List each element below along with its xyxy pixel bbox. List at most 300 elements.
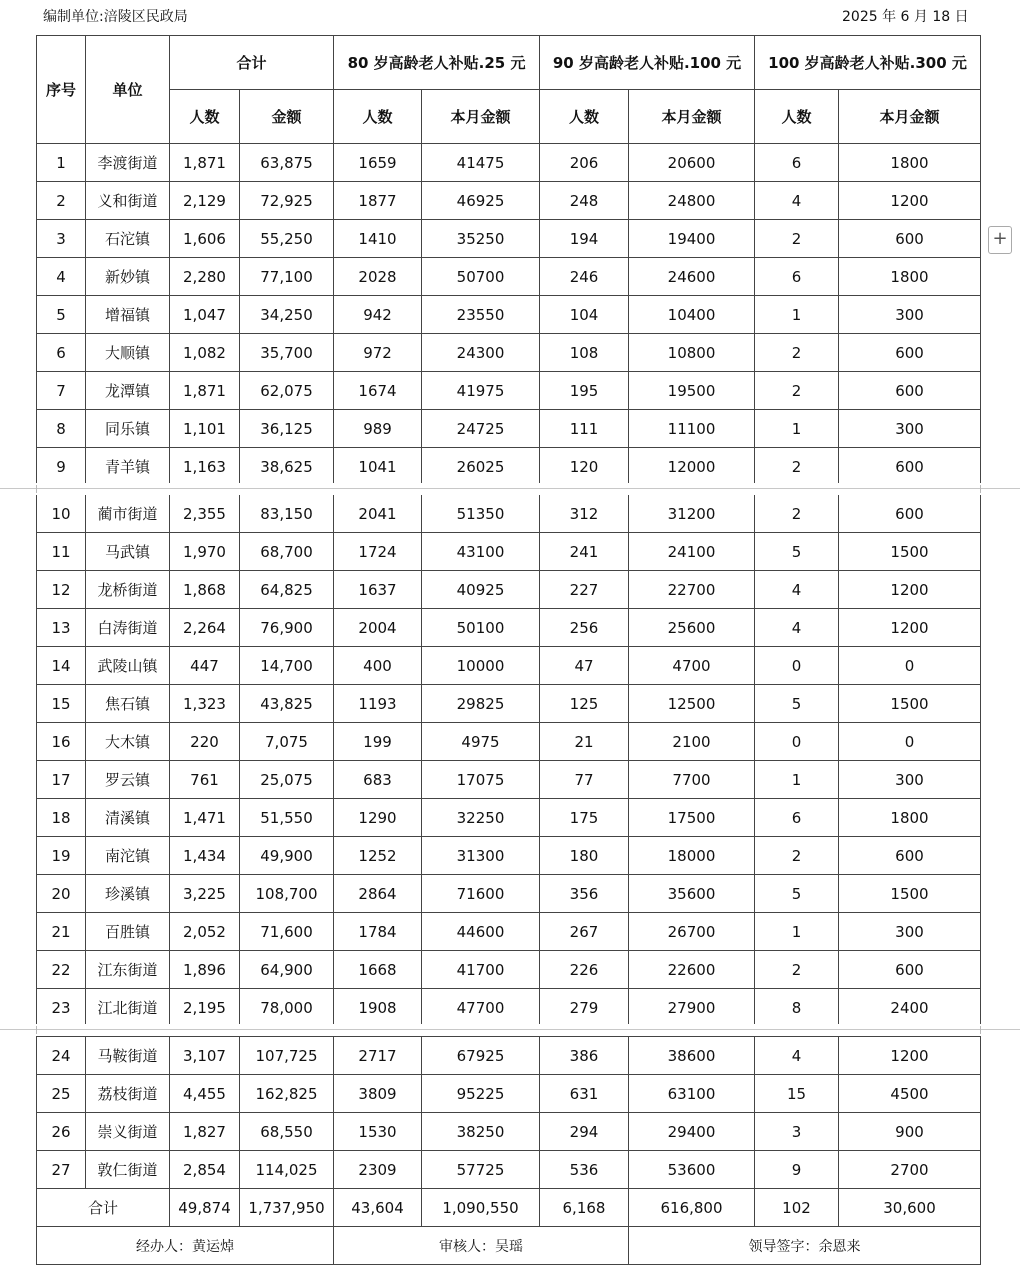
row-80-persons: 2041: [334, 495, 422, 533]
row-80-amount: 29825: [422, 685, 540, 723]
row-unit: 敦仁街道: [86, 1151, 170, 1189]
row-90-amount: 2100: [629, 723, 755, 761]
row-90-persons: 108: [540, 334, 629, 372]
add-row-button[interactable]: +: [988, 226, 1012, 254]
total-value: 49,874: [170, 1189, 240, 1227]
table-row: [37, 989, 981, 1027]
row-90-persons: 312: [540, 495, 629, 533]
row-100-amount: 600: [839, 448, 981, 486]
row-90-amount: 24600: [629, 258, 755, 296]
row-100-persons: 1: [755, 913, 839, 951]
row-unit: 罗云镇: [86, 761, 170, 799]
row-total-amount: 55,250: [240, 220, 334, 258]
row-90-persons: 120: [540, 448, 629, 486]
row-80-amount: 46925: [422, 182, 540, 220]
row-80-persons: 3809: [334, 1075, 422, 1113]
row-80-persons: 199: [334, 723, 422, 761]
row-80-amount: 44600: [422, 913, 540, 951]
row-90-persons: 21: [540, 723, 629, 761]
row-90-amount: 18000: [629, 837, 755, 875]
row-90-persons: 227: [540, 571, 629, 609]
row-unit: 龙潭镇: [86, 372, 170, 410]
row-total-amount: 38,625: [240, 448, 334, 486]
row-90-persons: 256: [540, 609, 629, 647]
table-row: [37, 220, 981, 258]
table-row: [37, 913, 981, 951]
row-80-amount: 71600: [422, 875, 540, 913]
row-80-persons: 1637: [334, 571, 422, 609]
row-total-persons: 1,606: [170, 220, 240, 258]
row-80-persons: 1668: [334, 951, 422, 989]
row-80-persons: 1724: [334, 533, 422, 571]
row-total-persons: 761: [170, 761, 240, 799]
col-header-80: 80 岁高龄老人补贴.25 元: [334, 36, 540, 90]
table-row: [37, 182, 981, 220]
row-80-amount: 35250: [422, 220, 540, 258]
total-label: 合计: [37, 1189, 170, 1227]
row-80-amount: 23550: [422, 296, 540, 334]
row-100-persons: 5: [755, 875, 839, 913]
row-total-amount: 14,700: [240, 647, 334, 685]
table-row: [37, 837, 981, 875]
row-80-amount: 17075: [422, 761, 540, 799]
row-total-amount: 78,000: [240, 989, 334, 1027]
row-seq: 16: [37, 723, 86, 761]
row-100-persons: 6: [755, 258, 839, 296]
row-80-amount: 41475: [422, 144, 540, 182]
row-total-amount: 71,600: [240, 913, 334, 951]
row-unit: 白涛街道: [86, 609, 170, 647]
row-80-amount: 40925: [422, 571, 540, 609]
row-80-persons: 972: [334, 334, 422, 372]
row-seq: 11: [37, 533, 86, 571]
row-90-persons: 175: [540, 799, 629, 837]
row-unit: 义和街道: [86, 182, 170, 220]
col-header-80-amount: 本月金额: [422, 90, 540, 144]
row-unit: 蔺市街道: [86, 495, 170, 533]
row-80-amount: 26025: [422, 448, 540, 486]
row-100-persons: 1: [755, 296, 839, 334]
row-100-amount: 300: [839, 761, 981, 799]
row-total-amount: 108,700: [240, 875, 334, 913]
row-90-amount: 35600: [629, 875, 755, 913]
reviewer-signature: 审核人：吴瑶: [334, 1227, 629, 1265]
row-total-amount: 107,725: [240, 1037, 334, 1075]
col-header-90-amount: 本月金额: [629, 90, 755, 144]
row-80-amount: 24725: [422, 410, 540, 448]
row-100-amount: 1200: [839, 182, 981, 220]
row-100-persons: 1: [755, 410, 839, 448]
row-90-amount: 20600: [629, 144, 755, 182]
row-80-persons: 1877: [334, 182, 422, 220]
row-90-persons: 77: [540, 761, 629, 799]
row-80-amount: 10000: [422, 647, 540, 685]
row-total-persons: 1,323: [170, 685, 240, 723]
row-total-persons: 3,225: [170, 875, 240, 913]
row-90-amount: 10800: [629, 334, 755, 372]
row-seq: 4: [37, 258, 86, 296]
row-90-amount: 12000: [629, 448, 755, 486]
row-100-persons: 2: [755, 837, 839, 875]
row-100-amount: 600: [839, 951, 981, 989]
table-row: [37, 533, 981, 571]
report-date: 2025 年 6 月 18 日: [842, 9, 969, 25]
row-total-amount: 7,075: [240, 723, 334, 761]
signature-row: [37, 1227, 981, 1265]
row-100-amount: 2700: [839, 1151, 981, 1189]
col-header-100: 100 岁高龄老人补贴.300 元: [755, 36, 981, 90]
row-total-persons: 1,871: [170, 144, 240, 182]
table-row: [37, 448, 981, 486]
row-90-persons: 279: [540, 989, 629, 1027]
row-unit: 崇义街道: [86, 1113, 170, 1151]
row-seq: 8: [37, 410, 86, 448]
row-seq: 17: [37, 761, 86, 799]
row-90-amount: 22600: [629, 951, 755, 989]
row-total-amount: 76,900: [240, 609, 334, 647]
col-header-80-persons: 人数: [334, 90, 422, 144]
row-100-amount: 0: [839, 723, 981, 761]
row-seq: 20: [37, 875, 86, 913]
row-90-persons: 194: [540, 220, 629, 258]
row-100-persons: 2: [755, 334, 839, 372]
row-100-persons: 2: [755, 495, 839, 533]
row-seq: 25: [37, 1075, 86, 1113]
row-100-persons: 15: [755, 1075, 839, 1113]
table-row: [37, 571, 981, 609]
row-seq: 12: [37, 571, 86, 609]
row-80-persons: 1784: [334, 913, 422, 951]
row-total-persons: 1,827: [170, 1113, 240, 1151]
row-unit: 珍溪镇: [86, 875, 170, 913]
table-row: [37, 685, 981, 723]
col-header-90: 90 岁高龄老人补贴.100 元: [540, 36, 755, 90]
row-unit: 清溪镇: [86, 799, 170, 837]
row-90-amount: 24100: [629, 533, 755, 571]
row-seq: 27: [37, 1151, 86, 1189]
row-unit: 李渡街道: [86, 144, 170, 182]
row-100-persons: 2: [755, 372, 839, 410]
row-80-persons: 1908: [334, 989, 422, 1027]
row-seq: 14: [37, 647, 86, 685]
subsidy-table-page-2: [36, 494, 981, 1027]
row-seq: 18: [37, 799, 86, 837]
row-seq: 2: [37, 182, 86, 220]
row-90-persons: 195: [540, 372, 629, 410]
row-80-amount: 4975: [422, 723, 540, 761]
row-80-amount: 50100: [422, 609, 540, 647]
row-seq: 24: [37, 1037, 86, 1075]
row-100-amount: 1500: [839, 685, 981, 723]
row-90-amount: 27900: [629, 989, 755, 1027]
subsidy-table-page-3: [36, 1036, 981, 1265]
col-header-seq: 序号: [37, 36, 86, 144]
row-total-persons: 447: [170, 647, 240, 685]
row-100-amount: 900: [839, 1113, 981, 1151]
row-80-persons: 989: [334, 410, 422, 448]
row-100-persons: 9: [755, 1151, 839, 1189]
row-100-amount: 1200: [839, 1037, 981, 1075]
row-100-amount: 300: [839, 913, 981, 951]
row-100-amount: 300: [839, 296, 981, 334]
row-total-amount: 35,700: [240, 334, 334, 372]
row-seq: 1: [37, 144, 86, 182]
row-total-amount: 62,075: [240, 372, 334, 410]
table-row: [37, 1151, 981, 1189]
col-header-100-persons: 人数: [755, 90, 839, 144]
row-total-persons: 1,970: [170, 533, 240, 571]
row-100-persons: 4: [755, 571, 839, 609]
row-100-persons: 5: [755, 533, 839, 571]
row-total-persons: 2,052: [170, 913, 240, 951]
row-90-amount: 63100: [629, 1075, 755, 1113]
row-90-amount: 24800: [629, 182, 755, 220]
row-seq: 13: [37, 609, 86, 647]
row-100-amount: 300: [839, 410, 981, 448]
table-row: [37, 875, 981, 913]
table-row: [37, 296, 981, 334]
subsidy-table-page-1: [36, 35, 981, 486]
row-total-amount: 77,100: [240, 258, 334, 296]
row-100-persons: 8: [755, 989, 839, 1027]
row-total-amount: 72,925: [240, 182, 334, 220]
total-value: 30,600: [839, 1189, 981, 1227]
row-100-amount: 4500: [839, 1075, 981, 1113]
total-value: 43,604: [334, 1189, 422, 1227]
page-break: [0, 1024, 1020, 1036]
row-total-persons: 2,854: [170, 1151, 240, 1189]
table-row: [37, 799, 981, 837]
table-row: [37, 647, 981, 685]
row-100-amount: 1800: [839, 144, 981, 182]
row-100-amount: 1200: [839, 571, 981, 609]
table-row: [37, 334, 981, 372]
row-unit: 大顺镇: [86, 334, 170, 372]
row-100-amount: 1800: [839, 799, 981, 837]
row-100-amount: 0: [839, 647, 981, 685]
row-total-amount: 49,900: [240, 837, 334, 875]
row-100-persons: 0: [755, 647, 839, 685]
row-100-persons: 6: [755, 799, 839, 837]
row-80-amount: 24300: [422, 334, 540, 372]
row-80-amount: 67925: [422, 1037, 540, 1075]
col-header-90-persons: 人数: [540, 90, 629, 144]
row-80-persons: 2028: [334, 258, 422, 296]
row-unit: 江北街道: [86, 989, 170, 1027]
row-100-persons: 2: [755, 951, 839, 989]
row-total-persons: 1,434: [170, 837, 240, 875]
row-80-persons: 1674: [334, 372, 422, 410]
row-total-persons: 1,101: [170, 410, 240, 448]
row-unit: 新妙镇: [86, 258, 170, 296]
row-total-persons: 1,868: [170, 571, 240, 609]
row-80-persons: 2004: [334, 609, 422, 647]
row-90-persons: 226: [540, 951, 629, 989]
row-90-persons: 111: [540, 410, 629, 448]
row-90-persons: 294: [540, 1113, 629, 1151]
row-unit: 武陵山镇: [86, 647, 170, 685]
row-unit: 焦石镇: [86, 685, 170, 723]
row-80-persons: 1290: [334, 799, 422, 837]
row-80-persons: 683: [334, 761, 422, 799]
row-80-amount: 43100: [422, 533, 540, 571]
row-seq: 26: [37, 1113, 86, 1151]
table-row: [37, 372, 981, 410]
row-seq: 7: [37, 372, 86, 410]
table-row: [37, 761, 981, 799]
row-unit: 增福镇: [86, 296, 170, 334]
col-header-total: 合计: [170, 36, 334, 90]
row-100-persons: 2: [755, 220, 839, 258]
row-total-persons: 1,871: [170, 372, 240, 410]
row-seq: 15: [37, 685, 86, 723]
row-unit: 同乐镇: [86, 410, 170, 448]
row-seq: 23: [37, 989, 86, 1027]
table-row: [37, 951, 981, 989]
row-90-persons: 241: [540, 533, 629, 571]
row-90-amount: 29400: [629, 1113, 755, 1151]
row-100-amount: 1500: [839, 533, 981, 571]
row-90-amount: 31200: [629, 495, 755, 533]
total-value: 1,737,950: [240, 1189, 334, 1227]
total-value: 616,800: [629, 1189, 755, 1227]
row-80-amount: 47700: [422, 989, 540, 1027]
row-90-amount: 10400: [629, 296, 755, 334]
row-unit: 大木镇: [86, 723, 170, 761]
row-total-persons: 3,107: [170, 1037, 240, 1075]
table-row: [37, 410, 981, 448]
row-90-amount: 7700: [629, 761, 755, 799]
row-total-amount: 51,550: [240, 799, 334, 837]
table-row: [37, 1037, 981, 1075]
row-total-amount: 68,550: [240, 1113, 334, 1151]
row-100-amount: 1200: [839, 609, 981, 647]
row-unit: 马鞍街道: [86, 1037, 170, 1075]
row-80-persons: 2717: [334, 1037, 422, 1075]
row-80-persons: 2864: [334, 875, 422, 913]
row-80-persons: 2309: [334, 1151, 422, 1189]
row-90-amount: 25600: [629, 609, 755, 647]
row-total-amount: 64,825: [240, 571, 334, 609]
col-header-total-persons: 人数: [170, 90, 240, 144]
row-total-amount: 34,250: [240, 296, 334, 334]
row-unit: 江东街道: [86, 951, 170, 989]
row-total-persons: 1,163: [170, 448, 240, 486]
row-90-amount: 12500: [629, 685, 755, 723]
row-seq: 19: [37, 837, 86, 875]
page-break: [0, 483, 1020, 495]
row-100-persons: 5: [755, 685, 839, 723]
row-total-amount: 64,900: [240, 951, 334, 989]
row-90-amount: 4700: [629, 647, 755, 685]
row-80-amount: 41700: [422, 951, 540, 989]
row-80-persons: 1410: [334, 220, 422, 258]
row-90-persons: 267: [540, 913, 629, 951]
row-90-persons: 631: [540, 1075, 629, 1113]
row-90-persons: 536: [540, 1151, 629, 1189]
handler-signature: 经办人：黄运焯: [37, 1227, 334, 1265]
row-100-persons: 2: [755, 448, 839, 486]
table-row: [37, 609, 981, 647]
row-unit: 南沱镇: [86, 837, 170, 875]
row-90-persons: 386: [540, 1037, 629, 1075]
row-90-persons: 47: [540, 647, 629, 685]
row-90-persons: 104: [540, 296, 629, 334]
row-total-amount: 68,700: [240, 533, 334, 571]
row-unit: 马武镇: [86, 533, 170, 571]
row-90-amount: 53600: [629, 1151, 755, 1189]
row-total-persons: 4,455: [170, 1075, 240, 1113]
row-total-amount: 43,825: [240, 685, 334, 723]
row-100-persons: 6: [755, 144, 839, 182]
row-100-amount: 2400: [839, 989, 981, 1027]
row-seq: 22: [37, 951, 86, 989]
row-100-persons: 1: [755, 761, 839, 799]
table-row: [37, 258, 981, 296]
row-80-amount: 95225: [422, 1075, 540, 1113]
row-80-persons: 400: [334, 647, 422, 685]
total-row: [37, 1189, 981, 1227]
row-total-amount: 114,025: [240, 1151, 334, 1189]
row-total-amount: 63,875: [240, 144, 334, 182]
row-total-persons: 1,896: [170, 951, 240, 989]
table-row: [37, 495, 981, 533]
row-total-persons: 2,280: [170, 258, 240, 296]
table-row: [37, 144, 981, 182]
row-80-amount: 31300: [422, 837, 540, 875]
row-90-amount: 17500: [629, 799, 755, 837]
row-total-persons: 2,129: [170, 182, 240, 220]
row-total-persons: 2,195: [170, 989, 240, 1027]
row-90-amount: 19400: [629, 220, 755, 258]
row-100-amount: 1500: [839, 875, 981, 913]
row-total-persons: 2,355: [170, 495, 240, 533]
row-unit: 青羊镇: [86, 448, 170, 486]
row-100-persons: 4: [755, 1037, 839, 1075]
table-row: [37, 1113, 981, 1151]
row-100-persons: 3: [755, 1113, 839, 1151]
row-80-persons: 1193: [334, 685, 422, 723]
total-value: 1,090,550: [422, 1189, 540, 1227]
row-90-amount: 26700: [629, 913, 755, 951]
row-100-persons: 0: [755, 723, 839, 761]
col-header-unit: 单位: [86, 36, 170, 144]
row-total-persons: 1,471: [170, 799, 240, 837]
row-80-persons: 1041: [334, 448, 422, 486]
row-unit: 荔枝街道: [86, 1075, 170, 1113]
row-80-amount: 50700: [422, 258, 540, 296]
row-100-amount: 600: [839, 334, 981, 372]
row-100-persons: 4: [755, 182, 839, 220]
row-unit: 石沱镇: [86, 220, 170, 258]
row-90-persons: 206: [540, 144, 629, 182]
row-seq: 21: [37, 913, 86, 951]
row-100-amount: 600: [839, 220, 981, 258]
row-90-amount: 22700: [629, 571, 755, 609]
row-90-persons: 356: [540, 875, 629, 913]
row-90-persons: 248: [540, 182, 629, 220]
row-total-amount: 83,150: [240, 495, 334, 533]
row-total-persons: 2,264: [170, 609, 240, 647]
table-row: [37, 1075, 981, 1113]
row-80-amount: 32250: [422, 799, 540, 837]
row-seq: 3: [37, 220, 86, 258]
row-100-amount: 600: [839, 495, 981, 533]
row-unit: 百胜镇: [86, 913, 170, 951]
row-100-amount: 600: [839, 837, 981, 875]
row-90-amount: 11100: [629, 410, 755, 448]
row-total-amount: 162,825: [240, 1075, 334, 1113]
